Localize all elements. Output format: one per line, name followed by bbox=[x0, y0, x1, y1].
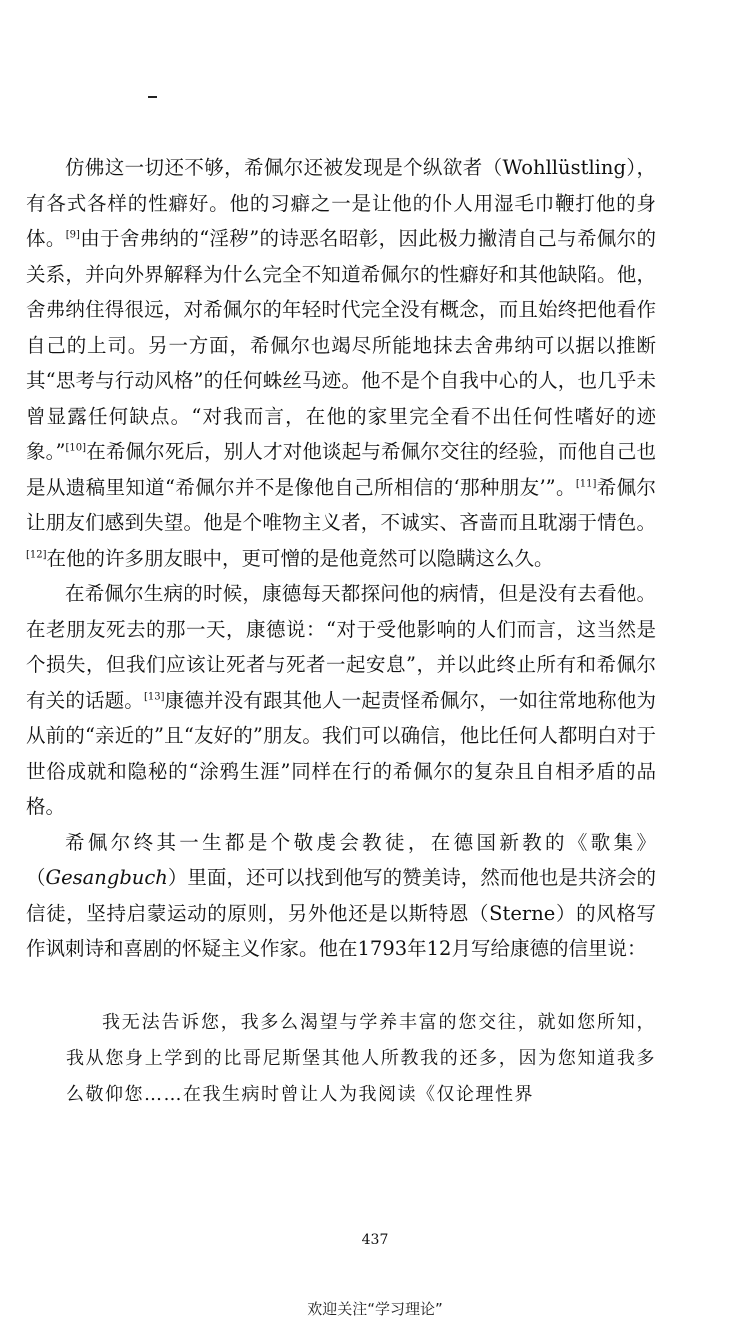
paragraph-1 bbox=[26, 150, 656, 576]
footnote-marker: [11] bbox=[575, 478, 597, 489]
footnote-marker: [10] bbox=[65, 442, 87, 454]
footnote-marker: [13] bbox=[143, 691, 165, 702]
text-segment: 在希佩尔生病的时候，康德每天都探问他的病情，但是没有去看他。在老朋友死去的那一天，康德说：“对于受他影响的人们而言，这当然是个损失，但我们应该让死者与死者一起安息”，并以此终止所有和希佩尔有关的话题。 bbox=[26, 582, 656, 712]
text-segment: 在希佩尔死后，别人才对他谈起与希佩尔交往的经验，而他自己也是从遗稿里知道“希佩尔并不是像他自己所相信的‘那种朋友’”。 bbox=[26, 440, 656, 499]
footnote-marker: [9] bbox=[65, 229, 80, 241]
text-segment: 在他的许多朋友眼中，更可憎的是他竟然可以隐瞒这么久。 bbox=[46, 546, 554, 570]
block-quote bbox=[66, 1005, 656, 1113]
paragraph-2 bbox=[26, 576, 656, 825]
footnote-marker: [12] bbox=[26, 549, 47, 560]
text-segment: 希佩尔终其一生都是个敬虔会教徒，在德国新教的《歌集》（ bbox=[26, 830, 656, 889]
footer-note: 欢迎关注“学习理论” bbox=[307, 1300, 443, 1318]
page-number: 437 bbox=[361, 1232, 389, 1248]
text-segment: 希佩尔让朋友们感到失望。他是个唯物主义者，不诚实、吝啬而且耽溺于情色。 bbox=[26, 475, 656, 534]
text-segment: 由于舍弗纳的“淫秽”的诗恶名昭彰，因此极力撇清自己与希佩尔的关系，并向外界解释为什么完全不知道希佩尔的性癖好和其他缺陷。他，舍弗纳住得很远，对希佩尔的年轻时代完全没有概念，而且始终把他看作自己的上司。另一方面，希佩尔也竭尽所能地抹去舍弗纳可以据以推断其“思考与行动风格”的任何蛛丝马迹。他不是个自我中心的人，也几乎未曾显露任何缺点。“对我而言，在他的家里完全看不出任何性嗜好的迹象。” bbox=[26, 227, 656, 463]
top-dash-mark bbox=[148, 96, 157, 98]
text-segment: 仿佛这一切还不够，希佩尔还被发现是个纵欲者（Wohllüstling），有各式各样的性癖好。他的习癖之一是让他的仆人用湿毛巾鞭打他的身体。 bbox=[26, 156, 656, 250]
quote-text: 我无法告诉您，我多么渴望与学养丰富的您交往，就如您所知，我从您身上学到的比哥尼斯堡其他人所教我的还多，因为您知道我多么敬仰您……在我生病时曾让人为我阅读《仅论理性界 bbox=[66, 1012, 656, 1105]
body-text bbox=[26, 150, 656, 967]
text-segment: ）里面，还可以找到他写的赞美诗，然而他也是共济会的信徒，坚持启蒙运动的原则，另外他还是以斯特恩（Sterne）的风格写作讽刺诗和喜剧的怀疑主义作家。他在1793年12月写给康德的信里说： bbox=[26, 866, 656, 960]
italic-term: Gesangbuch bbox=[45, 866, 168, 889]
paragraph-3 bbox=[26, 825, 656, 967]
text-segment: 康德并没有跟其他人一起责怪希佩尔，一如往常地称他为从前的“亲近的”且“友好的”朋友。我们可以确信，他比任何人都明白对于世俗成就和隐秘的“涂鸦生涯”同样在行的希佩尔的复杂且自相矛盾的品格。 bbox=[26, 688, 656, 818]
